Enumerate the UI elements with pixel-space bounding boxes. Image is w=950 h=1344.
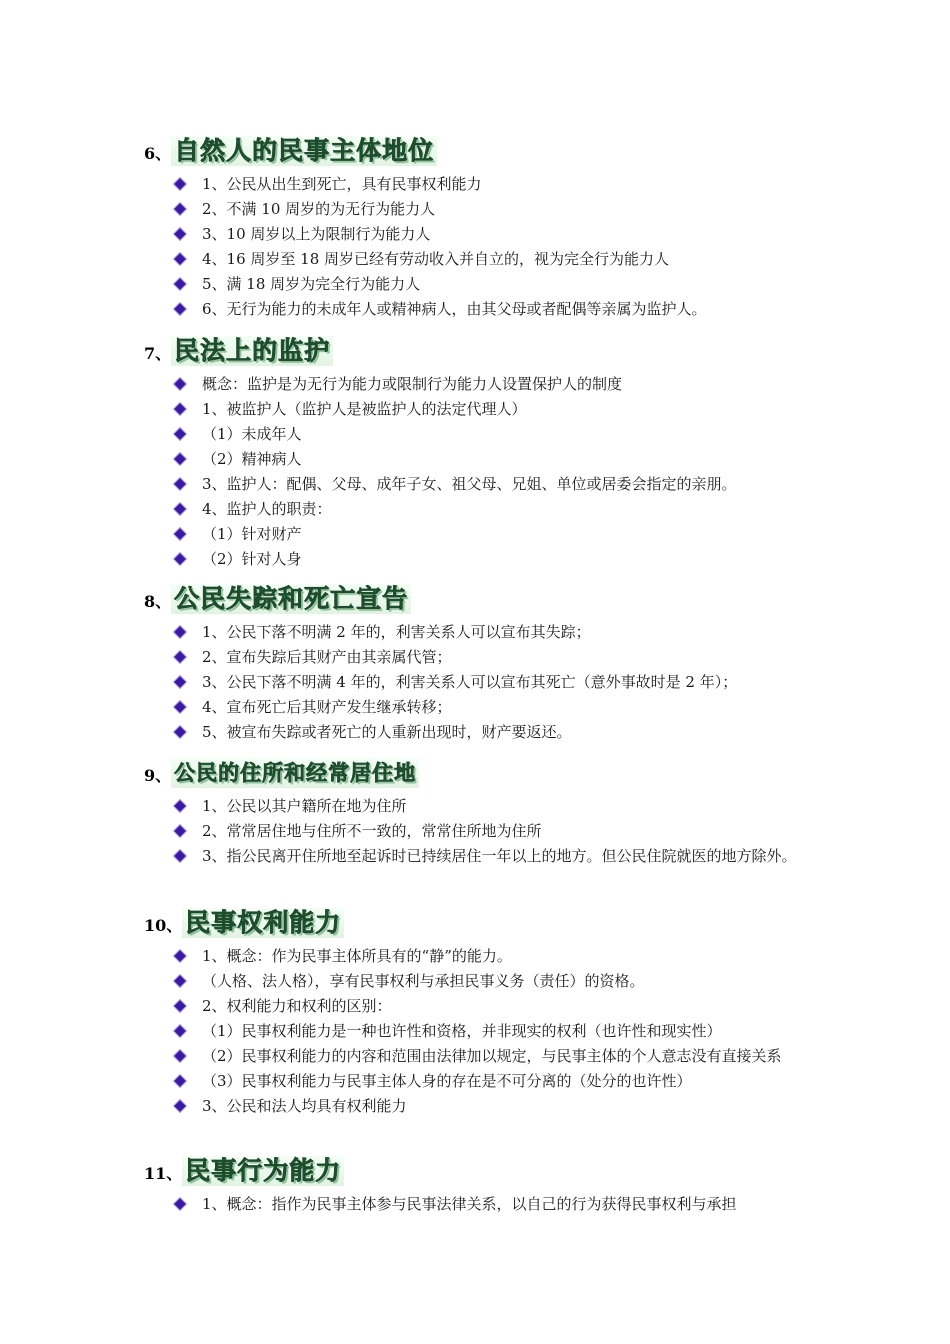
list-item: 2、权利能力和权利的区别： [174,994,824,1019]
list-item: （2）精神病人 [174,447,824,472]
diamond-bullet-icon [174,478,185,489]
list-item: （1）针对财产 [174,522,824,547]
list-item: 1、公民从出生到死亡，具有民事权利能力 [174,172,824,197]
section-heading [144,578,824,614]
diamond-bullet-icon [174,303,185,314]
diamond-bullet-icon [174,503,185,514]
diamond-bullet-icon [174,203,185,214]
diamond-bullet-icon [174,1075,185,1086]
diamond-bullet-icon [174,278,185,289]
section-6 [144,130,824,322]
section-number: 6、 [144,144,172,163]
diamond-bullet-icon [174,1025,185,1036]
list-item: 概念：监护是为无行为能力或限制行为能力人设置保护人的制度 [174,372,824,397]
section-title: 民法上的监护 [171,336,333,366]
diamond-bullet-icon [174,228,185,239]
section-title: 民事权利能力 [182,908,344,938]
section-heading [144,902,824,938]
list-item: 4、宣布死亡后其财产发生继承转移； [174,695,824,720]
diamond-bullet-icon [174,626,185,637]
diamond-bullet-icon [174,701,185,712]
section-number: 8、 [144,592,172,611]
diamond-bullet-icon [174,1050,185,1061]
diamond-bullet-icon [174,178,185,189]
section-heading [144,1150,824,1186]
section-title: 自然人的民事主体地位 [171,136,437,166]
bullet-list [144,1192,824,1217]
diamond-bullet-icon [174,403,185,414]
diamond-bullet-icon [174,651,185,662]
list-item: （2）民事权利能力的内容和范围由法律加以规定，与民事主体的个人意志没有直接关系 [174,1044,824,1069]
bullet-list [144,620,824,745]
section-title: 公民的住所和经常居住地 [171,758,419,788]
list-item: 3、10 周岁以上为限制行为能力人 [174,222,824,247]
section-heading [144,130,824,166]
bullet-list [144,172,824,322]
list-item: 1、公民下落不明满 2 年的，利害关系人可以宣布其失踪； [174,620,824,645]
diamond-bullet-icon [174,453,185,464]
section-7 [144,330,824,572]
list-item: （3）民事权利能力与民事主体人身的存在是不可分离的（处分的也许性） [174,1069,824,1094]
section-heading [144,330,824,366]
list-item: 1、公民以其户籍所在地为住所 [174,794,824,819]
section-number: 7、 [144,344,172,363]
list-item: （1）未成年人 [174,422,824,447]
section-heading [144,752,824,788]
list-item: （人格、法人格），享有民事权利与承担民事义务（责任）的资格。 [174,969,824,994]
diamond-bullet-icon [174,975,185,986]
diamond-bullet-icon [174,253,185,264]
section-number: 11、 [144,1164,183,1183]
list-item: （1）民事权利能力是一种也许性和资格，并非现实的权利（也许性和现实性） [174,1019,824,1044]
diamond-bullet-icon [174,800,185,811]
section-8 [144,578,824,745]
section-9 [144,752,824,869]
bullet-list [144,372,824,572]
bullet-list [144,944,824,1119]
diamond-bullet-icon [174,825,185,836]
list-item: 5、被宣布失踪或者死亡的人重新出现时，财产要返还。 [174,720,824,745]
list-item: 4、16 周岁至 18 周岁已经有劳动收入并自立的，视为完全行为能力人 [174,247,824,272]
list-item: 1、概念：作为民事主体所具有的“静”的能力。 [174,944,824,969]
section-title: 公民失踪和死亡宣告 [171,584,411,614]
diamond-bullet-icon [174,528,185,539]
list-item: 2、不满 10 周岁的为无行为能力人 [174,197,824,222]
list-item: 6、无行为能力的未成年人或精神病人，由其父母或者配偶等亲属为监护人。 [174,297,824,322]
section-number: 9、 [144,766,172,785]
diamond-bullet-icon [174,378,185,389]
list-item: 3、指公民离开住所地至起诉时已持续居住一年以上的地方。但公民住院就医的地方除外。 [174,844,824,869]
section-title: 民事行为能力 [182,1156,344,1186]
diamond-bullet-icon [174,676,185,687]
section-number: 10、 [144,916,183,935]
list-item: 3、公民下落不明满 4 年的，利害关系人可以宣布其死亡（意外事故时是 2 年）； [174,670,824,695]
section-10 [144,902,824,1119]
section-11 [144,1150,824,1217]
list-item: 1、被监护人（监护人是被监护人的法定代理人） [174,397,824,422]
list-item: 1、概念：指作为民事主体参与民事法律关系，以自己的行为获得民事权利与承担 [174,1192,824,1217]
diamond-bullet-icon [174,850,185,861]
list-item: （2）针对人身 [174,547,824,572]
diamond-bullet-icon [174,1198,185,1209]
diamond-bullet-icon [174,726,185,737]
diamond-bullet-icon [174,553,185,564]
list-item: 3、公民和法人均具有权利能力 [174,1094,824,1119]
list-item: 2、宣布失踪后其财产由其亲属代管； [174,645,824,670]
diamond-bullet-icon [174,1000,185,1011]
list-item: 5、满 18 周岁为完全行为能力人 [174,272,824,297]
diamond-bullet-icon [174,950,185,961]
list-item: 3、监护人：配偶、父母、成年子女、祖父母、兄姐、单位或居委会指定的亲朋。 [174,472,824,497]
list-item: 4、监护人的职责： [174,497,824,522]
diamond-bullet-icon [174,1100,185,1111]
diamond-bullet-icon [174,428,185,439]
list-item: 2、常常居住地与住所不一致的，常常住所地为住所 [174,819,824,844]
bullet-list [144,794,824,869]
